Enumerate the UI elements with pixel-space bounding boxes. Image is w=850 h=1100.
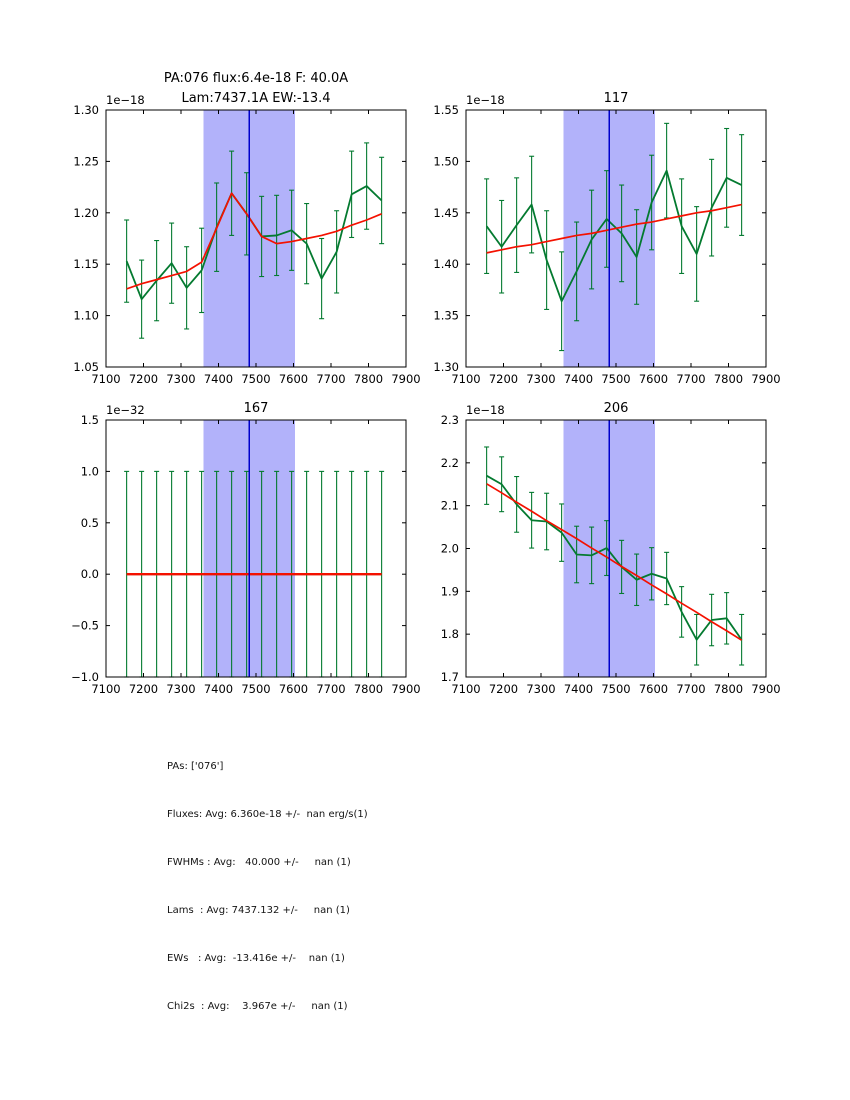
subplot-title: PA:076 flux:6.4e-18 F: 40.0A — [163, 71, 349, 86]
x-tick-label: 7800 — [713, 372, 744, 386]
y-tick-label: 2.0 — [440, 541, 459, 556]
x-tick-label: 7700 — [316, 372, 346, 386]
y-tick-label: 1.7 — [440, 670, 459, 684]
plot-canvas-117 — [420, 62, 812, 402]
x-tick-label: 7100 — [91, 682, 121, 696]
stats-line-ews: EWs : Avg: -13.416e +/- nan (1) — [167, 953, 345, 964]
y-tick-label: 1.35 — [433, 308, 459, 323]
stats-line-fluxes: Fluxes: Avg: 6.360e-18 +/- nan erg/s(1) — [167, 809, 368, 820]
y-tick-label: 1.0 — [80, 464, 99, 479]
plot-canvas-206 — [420, 372, 812, 712]
x-tick-label: 7200 — [128, 372, 159, 386]
x-tick-label: 7800 — [713, 682, 744, 696]
stats-block — [167, 732, 368, 1042]
x-tick-label: 7500 — [601, 372, 631, 386]
x-tick-label: 7300 — [526, 372, 556, 386]
y-tick-label: −1.0 — [71, 670, 99, 684]
x-tick-label: 7700 — [676, 372, 706, 386]
x-tick-label: 7700 — [316, 682, 346, 696]
y-tick-label: 1.30 — [73, 103, 99, 117]
y-tick-label: 1.5 — [80, 413, 99, 427]
stats-line-pas: PAs: ['076'] — [167, 761, 224, 772]
subplot-167 — [60, 372, 452, 712]
y-tick-label: 1.9 — [440, 584, 459, 599]
y-tick-label: 1.45 — [433, 205, 459, 220]
subplot-title: 206 — [603, 401, 629, 416]
x-tick-label: 7400 — [563, 682, 594, 696]
y-tick-label: 0.0 — [80, 567, 99, 582]
y-tick-label: 2.2 — [440, 455, 459, 470]
y-axis-offset-label: 1e−32 — [106, 403, 145, 417]
x-tick-label: 7900 — [391, 682, 421, 696]
x-tick-label: 7900 — [751, 372, 781, 386]
x-tick-label: 7900 — [751, 682, 781, 696]
y-axis-offset-label: 1e−18 — [466, 403, 505, 417]
subplot-title: 167 — [243, 401, 269, 416]
y-tick-label: −0.5 — [71, 618, 99, 633]
y-tick-label: 1.25 — [73, 154, 99, 169]
subplot-117 — [420, 62, 812, 402]
plot-canvas-167 — [60, 372, 452, 712]
subplot-title: Lam:7437.1A EW:-13.4 — [181, 91, 331, 106]
x-tick-label: 7400 — [203, 372, 234, 386]
x-tick-label: 7300 — [166, 682, 196, 696]
x-tick-label: 7200 — [128, 682, 159, 696]
x-tick-label: 7100 — [451, 682, 481, 696]
y-tick-label: 1.50 — [433, 154, 459, 169]
y-tick-label: 2.3 — [440, 413, 459, 427]
x-tick-label: 7500 — [601, 682, 631, 696]
x-tick-label: 7200 — [488, 682, 519, 696]
x-tick-label: 7100 — [91, 372, 121, 386]
x-tick-label: 7600 — [278, 682, 309, 696]
y-tick-label: 2.1 — [440, 498, 459, 513]
x-tick-label: 7800 — [353, 682, 384, 696]
x-tick-label: 7800 — [353, 372, 384, 386]
y-tick-label: 1.20 — [73, 205, 99, 220]
x-tick-label: 7100 — [451, 372, 481, 386]
x-tick-label: 7400 — [563, 372, 594, 386]
x-tick-label: 7600 — [638, 372, 669, 386]
x-tick-label: 7600 — [278, 372, 309, 386]
x-tick-label: 7500 — [241, 682, 271, 696]
x-tick-label: 7700 — [676, 682, 706, 696]
plot-canvas-pa076 — [60, 62, 452, 402]
y-tick-label: 0.5 — [80, 515, 99, 530]
y-tick-label: 1.15 — [73, 257, 99, 272]
y-axis-offset-label: 1e−18 — [106, 93, 145, 107]
y-tick-label: 1.10 — [73, 308, 99, 323]
y-tick-label: 1.40 — [433, 257, 459, 272]
subplot-pa076 — [60, 62, 452, 402]
y-tick-label: 1.8 — [440, 627, 459, 642]
y-tick-label: 1.30 — [433, 360, 459, 374]
x-tick-label: 7500 — [241, 372, 271, 386]
stats-line-lams: Lams : Avg: 7437.132 +/- nan (1) — [167, 905, 350, 916]
subplot-206 — [420, 372, 812, 712]
x-tick-label: 7300 — [526, 682, 556, 696]
stats-line-fwhms: FWHMs : Avg: 40.000 +/- nan (1) — [167, 857, 351, 868]
y-axis-offset-label: 1e−18 — [466, 93, 505, 107]
x-tick-label: 7400 — [203, 682, 234, 696]
x-tick-label: 7300 — [166, 372, 196, 386]
y-tick-label: 1.55 — [433, 103, 459, 117]
x-tick-label: 7900 — [391, 372, 421, 386]
x-tick-label: 7600 — [638, 682, 669, 696]
stats-line-chi2s: Chi2s : Avg: 3.967e +/- nan (1) — [167, 1001, 348, 1012]
x-tick-label: 7200 — [488, 372, 519, 386]
subplot-title: 117 — [603, 91, 629, 106]
y-tick-label: 1.05 — [73, 360, 99, 374]
